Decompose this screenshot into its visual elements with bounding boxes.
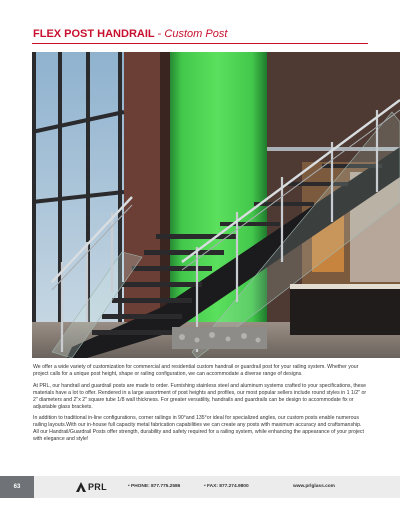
website-link[interactable]: www.prlglass.com <box>293 484 335 489</box>
title-main: FLEX POST HANDRAIL <box>33 28 155 40</box>
page-footer <box>0 476 400 498</box>
prl-logo <box>76 480 107 494</box>
body-text <box>33 364 368 448</box>
materials-paragraph: At PRL, our handrail and guardrail posts are made to order. Furnishing stainless steel and aluminum systems crafted to your specifications, these materials have a lot to offer. Rendered in a large assortment of post heights and profiles, our most popular sellers include round styles in 1 1/2" or 2" diameters and 2"x 2" square tube 1/8 wall thickness. For greater versatility, handrails and guardrails can be design to accommodate fix or adjustable glass brackets. <box>33 382 367 410</box>
logo-text: PRL <box>88 482 107 492</box>
page-number: 63 <box>0 476 34 498</box>
phone-text: • PHONE: 877.775.2586 <box>128 484 181 489</box>
intro-paragraph: We offer a wide variety of customization for commercial and residential custom handrail or guardrail post for your railing system. Whether your project calls for a unique post height, shape or railing configuration, we can accommodate a diverse range of designs. <box>33 364 359 377</box>
title-sub: Custom Post <box>164 28 228 40</box>
configurations-paragraph: In addition to traditional in-line configurations, corner railings in 90°and 135°or ideal for specialized angles, our custom posts enable numerous railing layouts.With our in-house full capacity metal fabrication capabilities we can create any posts with maximum accuracy and craftsmanship. All our Handrail/Guardrail Posts offer strength, durability and safety required for a railing system, while enhancing the appearance of your project with elegance and style! <box>33 415 364 443</box>
title-divider <box>32 43 368 44</box>
page-title <box>33 27 227 41</box>
handrail-photo <box>32 52 400 358</box>
title-separator: - <box>154 28 165 40</box>
fax-text: • FAX: 877.274.9800 <box>204 484 249 489</box>
prl-logo-icon <box>76 482 86 492</box>
